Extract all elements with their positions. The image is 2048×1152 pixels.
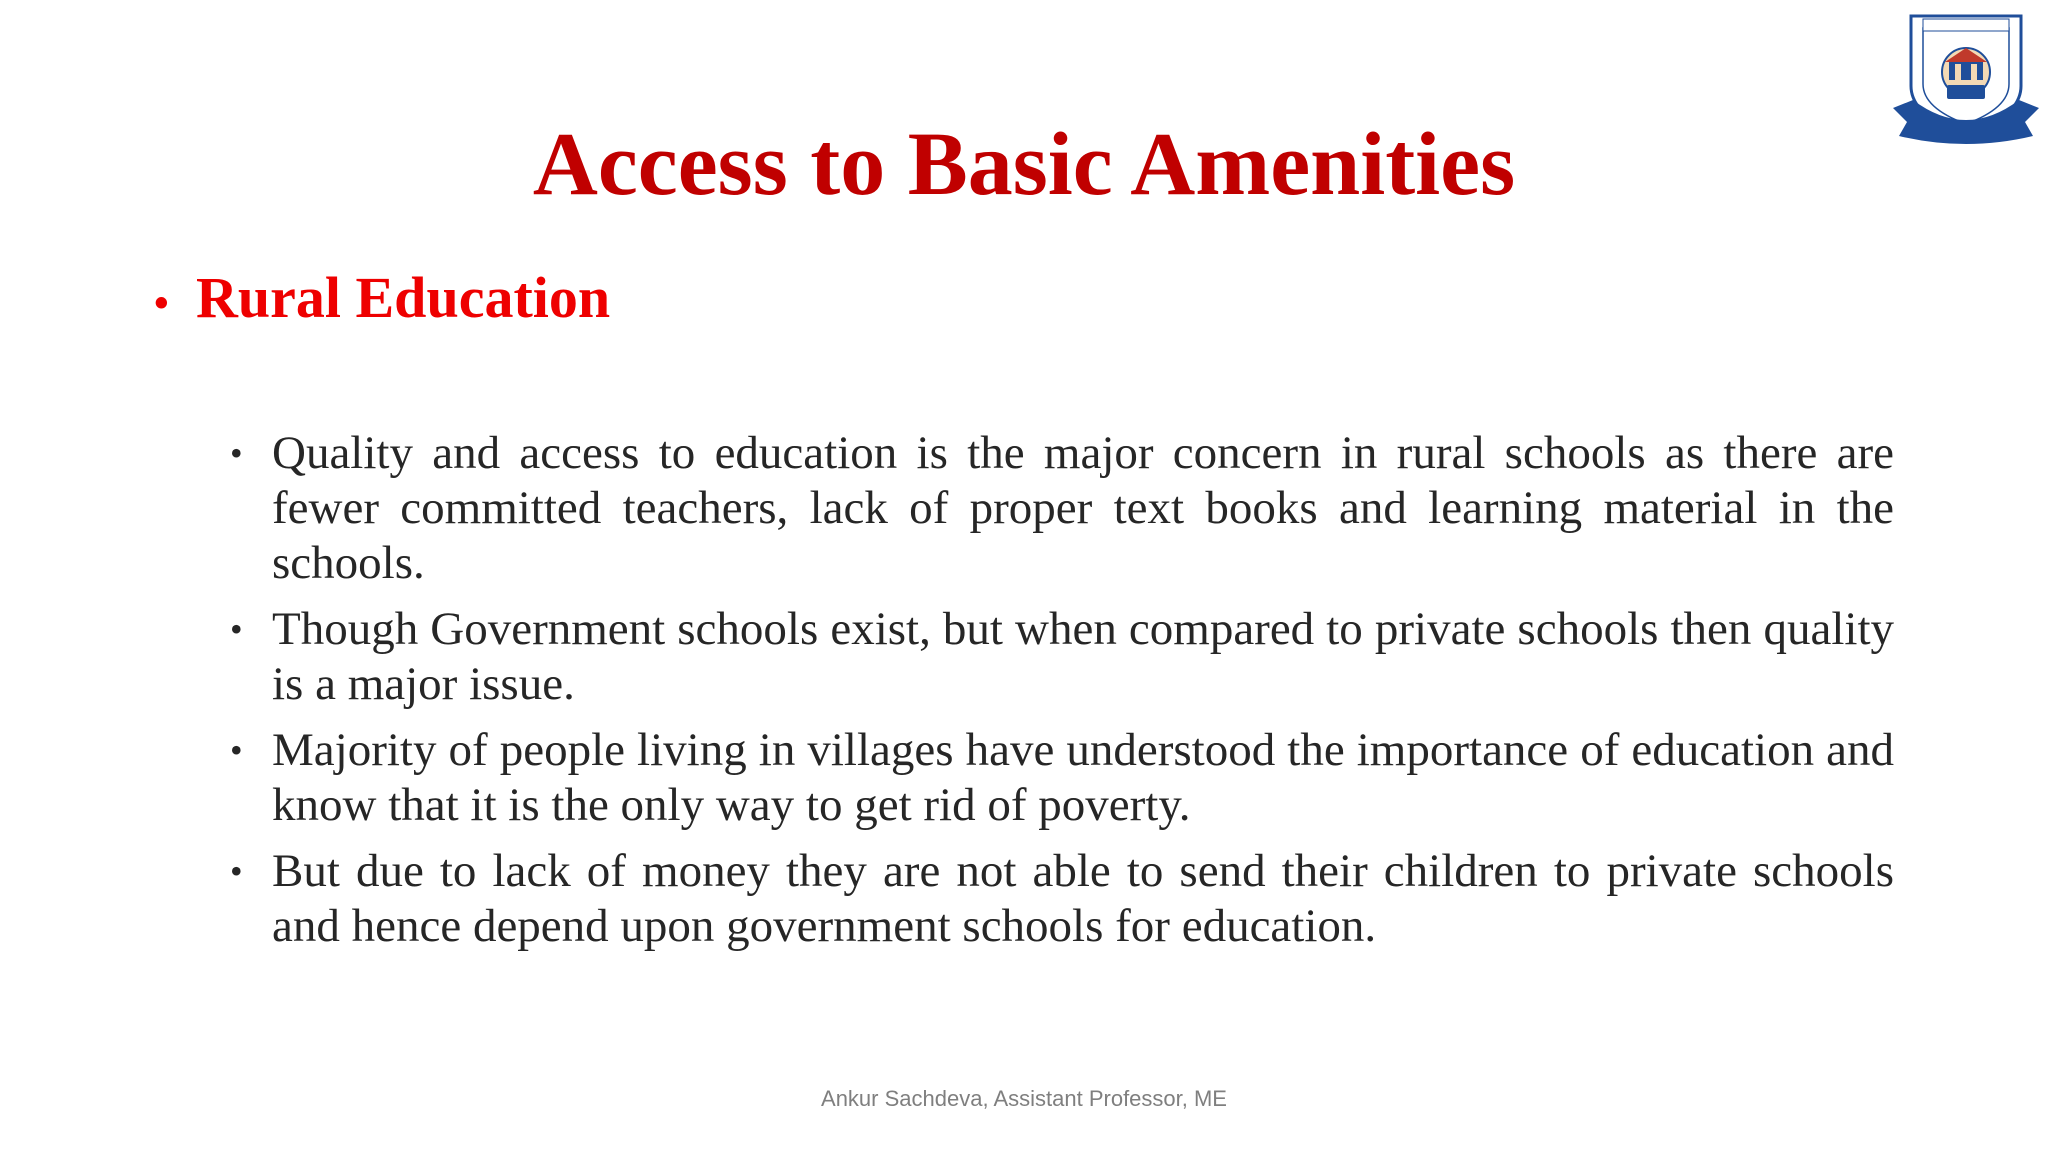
slide-footer: Ankur Sachdeva, Assistant Professor, ME bbox=[821, 1086, 1227, 1111]
bullet-icon: • bbox=[230, 609, 243, 649]
list-item-text: Though Government schools exist, but when compared to private schools then quality is a major issue. bbox=[272, 603, 1894, 710]
list-item bbox=[230, 426, 1894, 591]
list-item-text: Quality and access to education is the major concern in rural schools as there are fewer committed teachers, lack of proper text books and learning material in the schools. bbox=[272, 427, 1894, 589]
bullet-icon: • bbox=[230, 433, 243, 473]
list-item bbox=[230, 844, 1894, 954]
section-heading bbox=[154, 265, 610, 337]
list-item bbox=[230, 723, 1894, 833]
list-item-text: But due to lack of money they are not able to send their children to private schools and hence depend upon government schools for education. bbox=[272, 845, 1894, 952]
bullet-icon: • bbox=[230, 851, 243, 891]
bullet-icon: • bbox=[154, 281, 169, 327]
slide-title: Access to Basic Amenities bbox=[532, 115, 1516, 214]
list-item-text: Majority of people living in villages have understood the importance of education and know that it is the only way to get rid of poverty. bbox=[272, 724, 1894, 831]
section-heading-text: Rural Education bbox=[196, 265, 611, 330]
list-item bbox=[230, 602, 1894, 712]
bullet-icon: • bbox=[230, 730, 243, 770]
bullet-list bbox=[230, 426, 1894, 965]
